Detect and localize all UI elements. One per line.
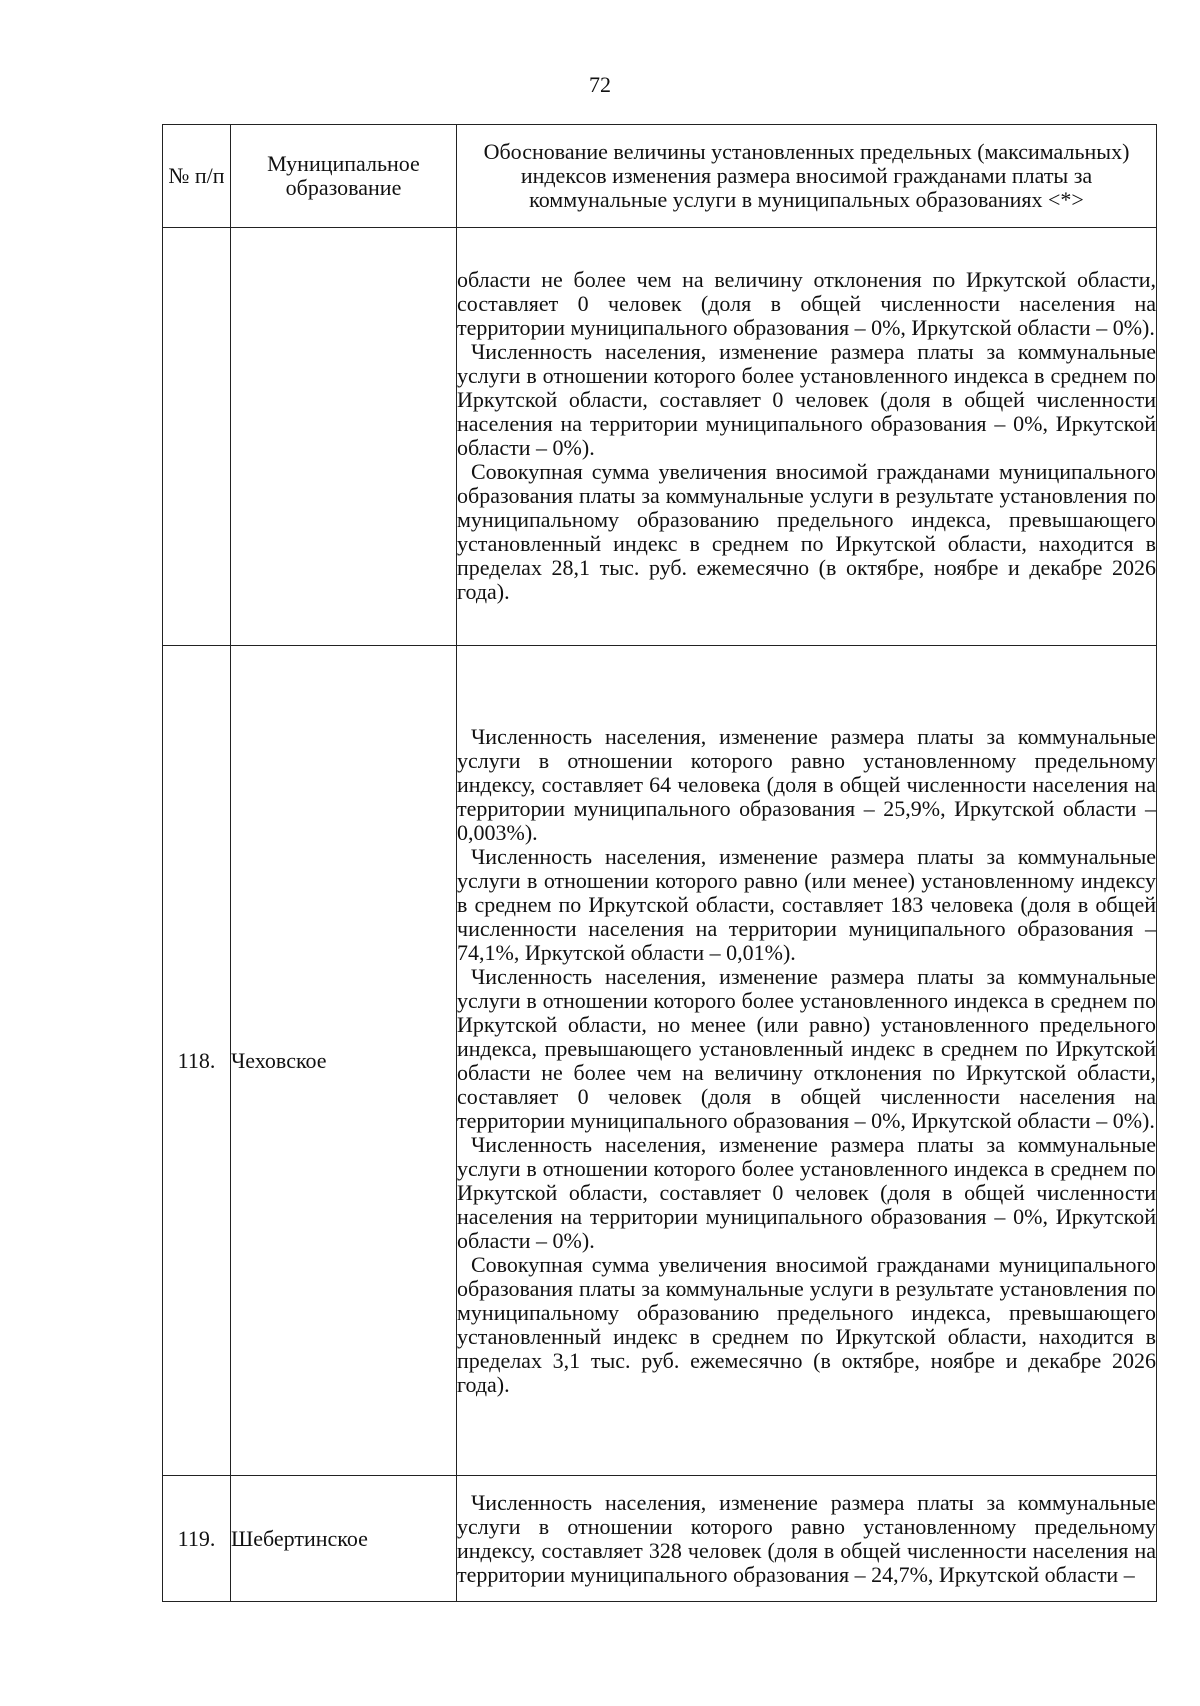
justification-paragraph: Численность населения, изменение размера платы за коммунальные услуги в отношении которого равно установленному предельному индексу, составляет 328 человек (доля в общей численности населения на территории муниципального образования – 24,7%, Иркутской области – <box>457 1489 1156 1587</box>
municipality-name: Шебертинское <box>231 1476 457 1602</box>
row-number: 118. <box>163 645 231 1476</box>
row-number: 119. <box>163 1476 231 1602</box>
municipality-name <box>231 228 457 646</box>
justification-cell <box>457 1476 1157 1602</box>
header-municipality: Муниципальное образование <box>231 125 457 228</box>
justification-paragraph: Численность населения, изменение размера платы за коммунальные услуги в отношении которого равно (или менее) установленному индексу в среднем по Иркутской области, составляет 183 человека (доля в общей численности населения на территории муниципального образования – 74,1%, Иркутской области – 0,01%). <box>457 843 1156 965</box>
justification-paragraph: области не более чем на величину отклонения по Иркутской области, составляет 0 человек (доля в общей численности населения на территории муниципального образования – 0%, Иркутской области – 0%). <box>457 267 1156 341</box>
justification-cell <box>457 645 1157 1476</box>
justification-paragraph: Численность населения, изменение размера платы за коммунальные услуги в отношении которого более установленного индекса в среднем по Иркутской области, составляет 0 человек (доля в общей численности населения на территории муниципального образования – 0%, Иркутской области – 0%). <box>457 1131 1156 1253</box>
row-number <box>163 228 231 646</box>
justification-cell <box>457 228 1157 646</box>
table-row <box>163 1476 1157 1602</box>
page-number: 72 <box>589 72 611 97</box>
justification-paragraph: Численность населения, изменение размера платы за коммунальные услуги в отношении которого равно установленному предельному индексу, составляет 64 человека (доля в общей численности населения на территории муниципального образования – 25,9%, Иркутской области – 0,003%). <box>457 723 1156 845</box>
header-number: № п/п <box>163 125 231 228</box>
justification-paragraph: Численность населения, изменение размера платы за коммунальные услуги в отношении которого более установленного индекса в среднем по Иркутской области, составляет 0 человек (доля в общей численности населения на территории муниципального образования – 0%, Иркутской области – 0%). <box>457 339 1156 461</box>
header-justification: Обоснование величины установленных предельных (максимальных) индексов изменения размера вносимой гражданами платы за коммунальные услуги в муниципальных образованиях <*> <box>457 125 1157 228</box>
justification-table <box>162 124 1157 1602</box>
table-row <box>163 228 1157 646</box>
justification-paragraph: Численность населения, изменение размера платы за коммунальные услуги в отношении которого более установленного индекса в среднем по Иркутской области, но менее (или равно) установленного предельного индекса, превышающего установленный индекс в среднем по Иркутской области не более чем на величину отклонения по Иркутской области, составляет 0 человек (доля в общей численности населения на территории муниципального образования – 0%, Иркутской области – 0%). <box>457 963 1156 1133</box>
justification-paragraph: Совокупная сумма увеличения вносимой гражданами муниципального образования платы за коммунальные услуги в результате установления по муниципальному образованию предельного индекса, превышающего установленный индекс в среднем по Иркутской области, находится в пределах 28,1 тыс. руб. ежемесячно (в октябре, ноябре и декабре 2026 года). <box>457 459 1156 605</box>
table-header-row <box>163 125 1157 228</box>
justification-paragraph: Совокупная сумма увеличения вносимой гражданами муниципального образования платы за коммунальные услуги в результате установления по муниципальному образованию предельного индекса, превышающего установленный индекс в среднем по Иркутской области, находится в пределах 3,1 тыс. руб. ежемесячно (в октябре, ноябре и декабре 2026 года). <box>457 1251 1156 1397</box>
municipality-name: Чеховское <box>231 645 457 1476</box>
table-row <box>163 645 1157 1476</box>
